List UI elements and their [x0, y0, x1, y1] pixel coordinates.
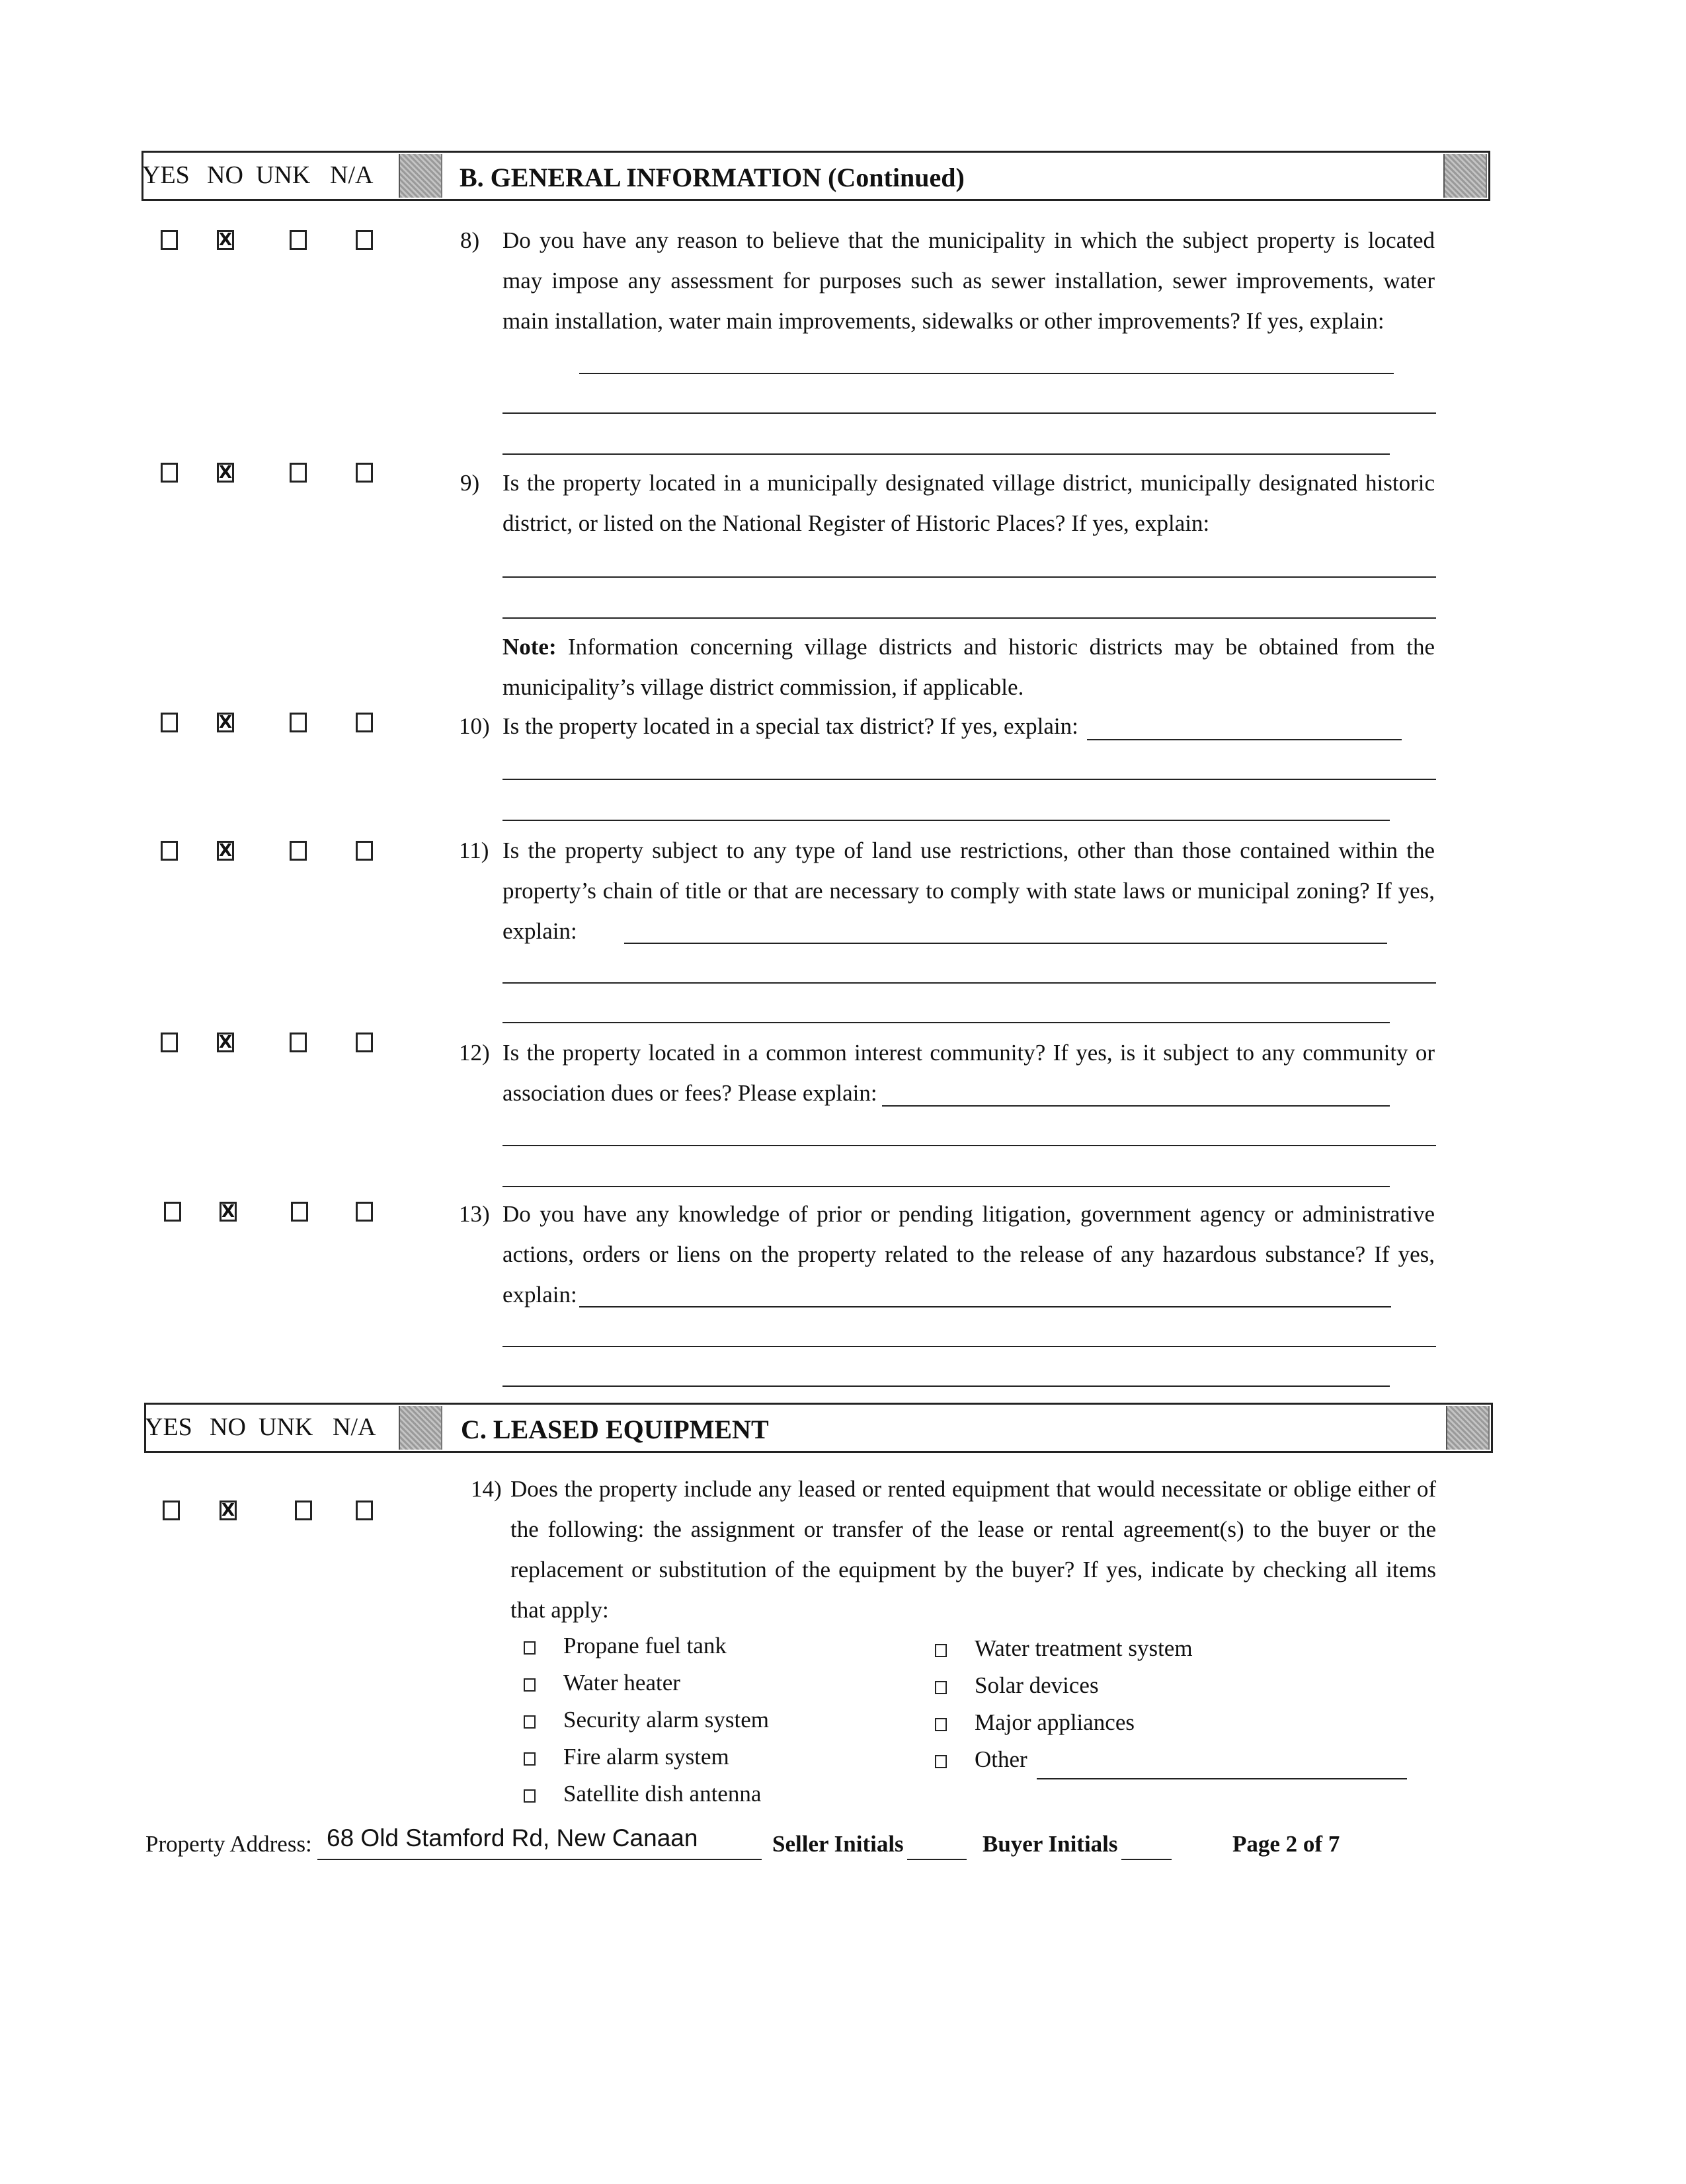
option-label: Solar devices [975, 1672, 1099, 1698]
col-unk: UNK [256, 161, 311, 189]
answer-line[interactable] [579, 373, 1394, 374]
question-number: 11) [459, 838, 489, 863]
shaded-endcap [1446, 1406, 1490, 1450]
option-checkbox[interactable] [524, 1752, 536, 1766]
option-fire-alarm-system[interactable] [524, 1744, 729, 1770]
checkbox-no[interactable]: X [217, 713, 234, 732]
question-text: Do you have any knowledge of prior or pending litigation, government agency or administrative actions, orders or liens on the property related to the release of any hazardous substance? If yes, explain: [502, 1201, 1435, 1307]
option-label: Major appliances [975, 1709, 1135, 1735]
checkbox-na[interactable] [356, 713, 373, 732]
checkbox-unk[interactable] [290, 841, 307, 861]
answer-column-headers [143, 153, 401, 199]
checkbox-unk[interactable] [290, 463, 307, 483]
option-security-alarm-system[interactable] [524, 1707, 769, 1733]
address-value[interactable]: 68 Old Stamford Rd, New Canaan [327, 1824, 698, 1852]
answer-line[interactable] [502, 1385, 1390, 1387]
checkbox-no[interactable]: X [217, 841, 234, 861]
buyer-initials-label: Buyer Initials [983, 1831, 1118, 1857]
answer-line[interactable] [502, 453, 1390, 455]
other-line[interactable] [1037, 1778, 1407, 1779]
checkbox-yes[interactable] [161, 463, 178, 483]
shaded-divider [399, 1406, 442, 1450]
checkbox-no[interactable]: X [217, 230, 234, 250]
option-label: Water treatment system [975, 1635, 1193, 1661]
question-text: Is the property located in a municipally designated village district, municipally designated historic district, or listed on the National Register of Historic Places? If yes, explain: [502, 470, 1435, 536]
option-water-heater[interactable] [524, 1670, 680, 1696]
option-checkbox[interactable] [935, 1718, 947, 1731]
checkbox-na[interactable] [356, 463, 373, 483]
col-unk: UNK [259, 1413, 313, 1441]
option-solar-devices[interactable] [935, 1672, 1099, 1699]
checkbox-na[interactable] [356, 1033, 373, 1052]
question-number: 12) [459, 1040, 490, 1066]
option-label: Water heater [563, 1670, 680, 1696]
checkbox-unk[interactable] [290, 1033, 307, 1052]
option-label: Other [975, 1746, 1027, 1772]
note-label: Note: [502, 634, 557, 660]
answer-line[interactable] [502, 820, 1390, 821]
answer-line[interactable] [1087, 739, 1402, 740]
checkbox-unk[interactable] [295, 1501, 312, 1520]
note-text: Information concerning village districts and historic districts may be obtained from the municipality’s village district commission, if applicable. [502, 634, 1435, 700]
question-number: 10) [459, 713, 490, 739]
answer-line[interactable] [882, 1105, 1390, 1107]
question-text: Is the property subject to any type of land use restrictions, other than those contained within the property’s chain of title or that are necessary to comply with state laws or municipal zoning? If yes, explain: [502, 838, 1435, 944]
seller-initials-label: Seller Initials [772, 1831, 904, 1857]
buyer-initials-line[interactable] [1121, 1859, 1172, 1860]
question-text: Is the property located in a common interest community? If yes, is it subject to any community or association dues or fees? Please explain: [502, 1040, 1435, 1106]
checkbox-yes[interactable] [161, 1033, 178, 1052]
question-text: Does the property include any leased or rented equipment that would necessitate or oblige either of the following: the assignment or transfer of the lease or rental agreement(s) to the buyer or the replacement or substitution of the equipment by the buyer? If yes, indicate by checking all items that apply: [510, 1476, 1436, 1623]
option-label: Security alarm system [563, 1707, 770, 1733]
section-c-header [144, 1403, 1493, 1453]
checkbox-yes[interactable] [161, 230, 178, 250]
checkbox-na[interactable] [356, 1501, 373, 1520]
checkbox-no[interactable]: X [220, 1202, 237, 1222]
answer-line[interactable] [502, 779, 1436, 780]
answer-line[interactable] [502, 982, 1436, 984]
option-label: Propane fuel tank [563, 1633, 727, 1658]
answer-line[interactable] [624, 943, 1387, 944]
col-yes: YES [145, 1413, 192, 1441]
col-na: N/A [333, 1413, 376, 1441]
answer-line[interactable] [502, 1022, 1390, 1023]
question-number: 13) [459, 1201, 490, 1227]
address-label: Property Address: [145, 1831, 312, 1857]
checkbox-yes[interactable] [161, 841, 178, 861]
col-na: N/A [330, 161, 374, 189]
col-no: NO [207, 161, 243, 189]
option-checkbox[interactable] [935, 1755, 947, 1768]
answer-line[interactable] [502, 617, 1436, 619]
question-number: 8) [460, 227, 480, 253]
checkbox-na[interactable] [356, 230, 373, 250]
col-yes: YES [142, 161, 190, 189]
address-line [317, 1859, 762, 1860]
answer-line[interactable] [502, 1186, 1390, 1187]
option-checkbox[interactable] [935, 1681, 947, 1694]
checkbox-yes[interactable] [163, 1501, 180, 1520]
option-label: Fire alarm system [563, 1744, 729, 1770]
question-number: 14) [471, 1476, 502, 1502]
checkbox-yes[interactable] [164, 1202, 181, 1222]
page-number: Page 2 of 7 [1232, 1831, 1340, 1857]
section-b-title: B. GENERAL INFORMATION (Continued) [460, 163, 965, 192]
question-text: Is the property located in a special tax district? If yes, explain: [502, 713, 1078, 739]
shaded-divider [399, 154, 442, 198]
answer-line[interactable] [579, 1306, 1391, 1307]
seller-initials-line[interactable] [907, 1859, 967, 1860]
answer-line[interactable] [502, 1145, 1436, 1146]
checkbox-na[interactable] [356, 1202, 373, 1222]
option-water-treatment-system[interactable] [935, 1635, 1193, 1662]
option-checkbox[interactable] [935, 1644, 947, 1657]
section-b-header [141, 151, 1490, 201]
option-label: Satellite dish antenna [563, 1781, 762, 1807]
checkbox-unk[interactable] [290, 713, 307, 732]
option-major-appliances[interactable] [935, 1709, 1135, 1736]
answer-line[interactable] [502, 576, 1436, 578]
option-checkbox[interactable] [524, 1789, 536, 1803]
option-other[interactable] [935, 1746, 1027, 1773]
checkbox-no[interactable]: X [217, 463, 234, 483]
answer-column-headers [146, 1405, 404, 1451]
answer-line[interactable] [502, 1346, 1436, 1347]
note-village-districts [502, 627, 1435, 707]
option-propane-fuel-tank[interactable] [524, 1633, 727, 1659]
shaded-endcap [1443, 154, 1487, 198]
question-text: Do you have any reason to believe that the municipality in which the subject property is located may impose any assessment for purposes such as sewer installation, sewer improvements, water main installation, water main improvements, sidewalks or other improvements? If yes, explain: [502, 227, 1435, 334]
checkbox-yes[interactable] [161, 713, 178, 732]
checkbox-unk[interactable] [290, 230, 307, 250]
option-checkbox[interactable] [524, 1678, 536, 1692]
option-checkbox[interactable] [524, 1715, 536, 1729]
col-no: NO [210, 1413, 246, 1441]
option-satellite-dish-antenna[interactable] [524, 1781, 761, 1807]
option-checkbox[interactable] [524, 1641, 536, 1655]
checkbox-na[interactable] [356, 841, 373, 861]
section-c-title: C. LEASED EQUIPMENT [461, 1415, 769, 1444]
question-number: 9) [460, 470, 480, 496]
checkbox-no[interactable]: X [217, 1033, 234, 1052]
checkbox-no[interactable]: X [220, 1501, 237, 1520]
checkbox-unk[interactable] [291, 1202, 308, 1222]
answer-line[interactable] [502, 412, 1436, 414]
